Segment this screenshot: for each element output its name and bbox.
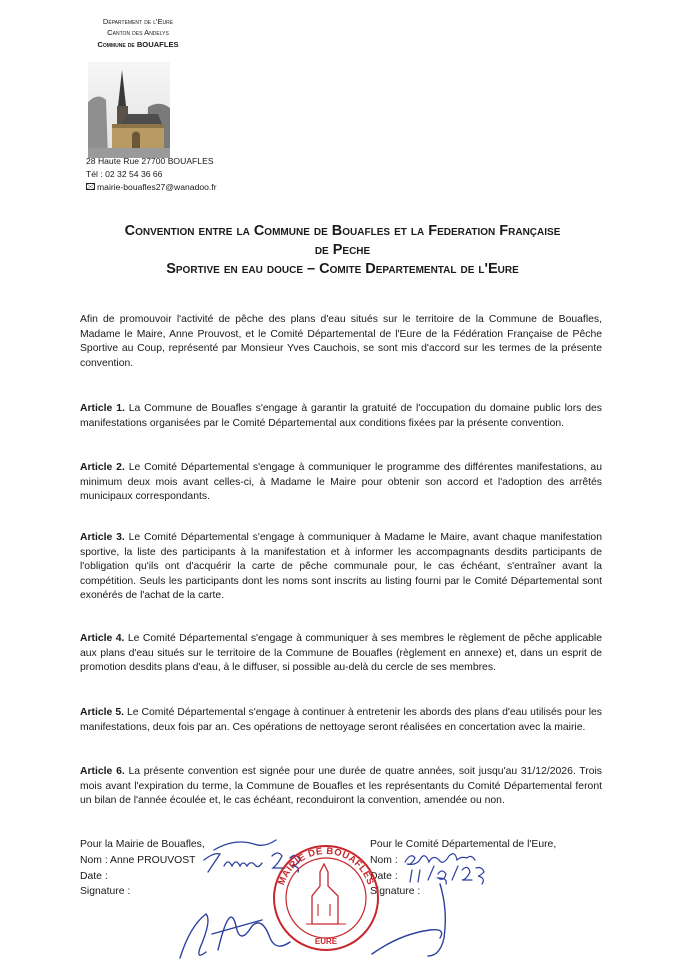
mairie-date-label: Date : — [80, 870, 108, 882]
article-label: Article 4. — [80, 633, 125, 644]
comite-signature-block — [370, 837, 556, 900]
title-line-3: Sportive en eau douce – Comite Departemental de l'Eure — [166, 261, 519, 277]
church-photo — [88, 62, 170, 158]
article-text: Le Comité Départemental s'engage à communiquer le programme des différentes manifestations, au minimum deux mois avant celles-ci, à Madame le Maire pour obtenir son accord et l'adoption des arrêtés municipaux correspondants. — [80, 462, 602, 503]
stamp-bottom-text: EURE — [314, 937, 338, 946]
article-text: La Commune de Bouafles s'engage à garantir la gratuité de l'occupation du domaine public lors des manifestations organisées par le Comité Départemental aux conditions fixées par la présente convention. — [80, 403, 602, 429]
email-address: mairie-bouafles27@wanadoo.fr — [97, 182, 217, 192]
mairie-name: Nom : Anne PROUVOST — [80, 854, 196, 866]
mairie-stamp — [274, 846, 378, 950]
article-label: Article 2. — [80, 462, 125, 473]
commune-line: Commune de BOUAFLES — [97, 40, 179, 49]
article-text: Le Comité Départemental s'engage à continuer à entretenir les abords des plans d'eau utilisés pour les manifestations, deux fois par an. Ces opérations de nettoyage seront réalisées en concertation avec la mairie. — [80, 707, 602, 733]
mairie-signature-block — [80, 837, 205, 900]
article-5 — [80, 706, 602, 735]
canton-line: Canton des Andelys — [107, 28, 169, 37]
article-label: Article 3. — [80, 532, 125, 543]
department-line: Département de l'Eure — [102, 17, 174, 26]
intro-paragraph: Afin de promouvoir l'activité de pêche des plans d'eau situés sur le territoire de la Commune de Bouafles, Madame le Maire, Anne Prouvost, et le Comité Départemental de l'Eure de la Fédération Française de Pêche Sportive au Coup, représenté par Monsieur Yves Cauchois, se sont mis d'accord sur les termes de la présente convention. — [80, 314, 602, 369]
article-2 — [80, 461, 602, 505]
envelope-icon — [86, 183, 95, 190]
address-line: 28 Haute Rue 27700 BOUAFLES — [86, 156, 214, 166]
article-label: Article 6. — [80, 766, 125, 777]
article-1 — [80, 402, 602, 431]
stamp-top-text: MAIRIE DE BOUAFLES — [276, 845, 376, 887]
article-label: Article 5. — [80, 707, 124, 718]
mairie-heading: Pour la Mairie de Bouafles, — [80, 839, 205, 850]
left-handwritten-date — [204, 840, 300, 872]
title-line-2: de Peche — [314, 242, 371, 258]
article-label: Article 1. — [80, 403, 125, 414]
document-title — [70, 222, 615, 279]
article-3 — [80, 531, 602, 604]
comite-name-label: Nom : — [370, 854, 398, 866]
svg-text:MAIRIE DE BOUAFLES — [276, 846, 376, 887]
article-text: La présente convention est signée pour une durée de quatre années, soit jusqu'au 31/12/2026. Trois mois avant l'expiration du terme, la Commune de Bouafles et les représentants du Comité Départemental feront un bilan de l'année écoulée et, le cas échéant, reconduiront la convention, amendée ou non. — [80, 766, 602, 807]
email-line — [86, 181, 217, 194]
comite-date-label: Date : — [370, 870, 398, 882]
title-line-1: Convention entre la Commune de Bouafles et la Federation Française — [124, 223, 561, 239]
comite-heading: Pour le Comité Départemental de l'Eure, — [370, 839, 557, 850]
left-signature — [180, 914, 290, 958]
article-text: Le Comité Départemental s'engage à communiquer à Madame le Maire, avant chaque manifestation sportive, la liste des participants à la manifestation et à informer les accompagnants desdits participants de l'obligation qu'ils ont d'acquérir la carte de pêche communale pour, le cas échéant, s'entraîner avant la compétition. Seuls les participants dont les noms sont inscrits au listing fourni par le Comité Départemental sont exonérés de l'achat de la carte. — [80, 532, 602, 602]
comite-signature-label: Signature : — [370, 886, 421, 898]
article-6 — [80, 765, 602, 809]
article-text: Le Comité Départemental s'engage à communiquer à ses membres le règlement de pêche applicable aux plans d'eau situés sur le territoire de la Commune de Bouafles (règlement en annexe) et, dans un esprit de promotion desdits plans d'eau, à le diffuser, si possible au-delà du cercle de ses membres. — [80, 633, 602, 674]
mairie-signature-label: Signature : — [80, 886, 131, 898]
article-4 — [80, 632, 602, 676]
phone-line: Tél : 02 32 54 36 66 — [86, 169, 163, 179]
